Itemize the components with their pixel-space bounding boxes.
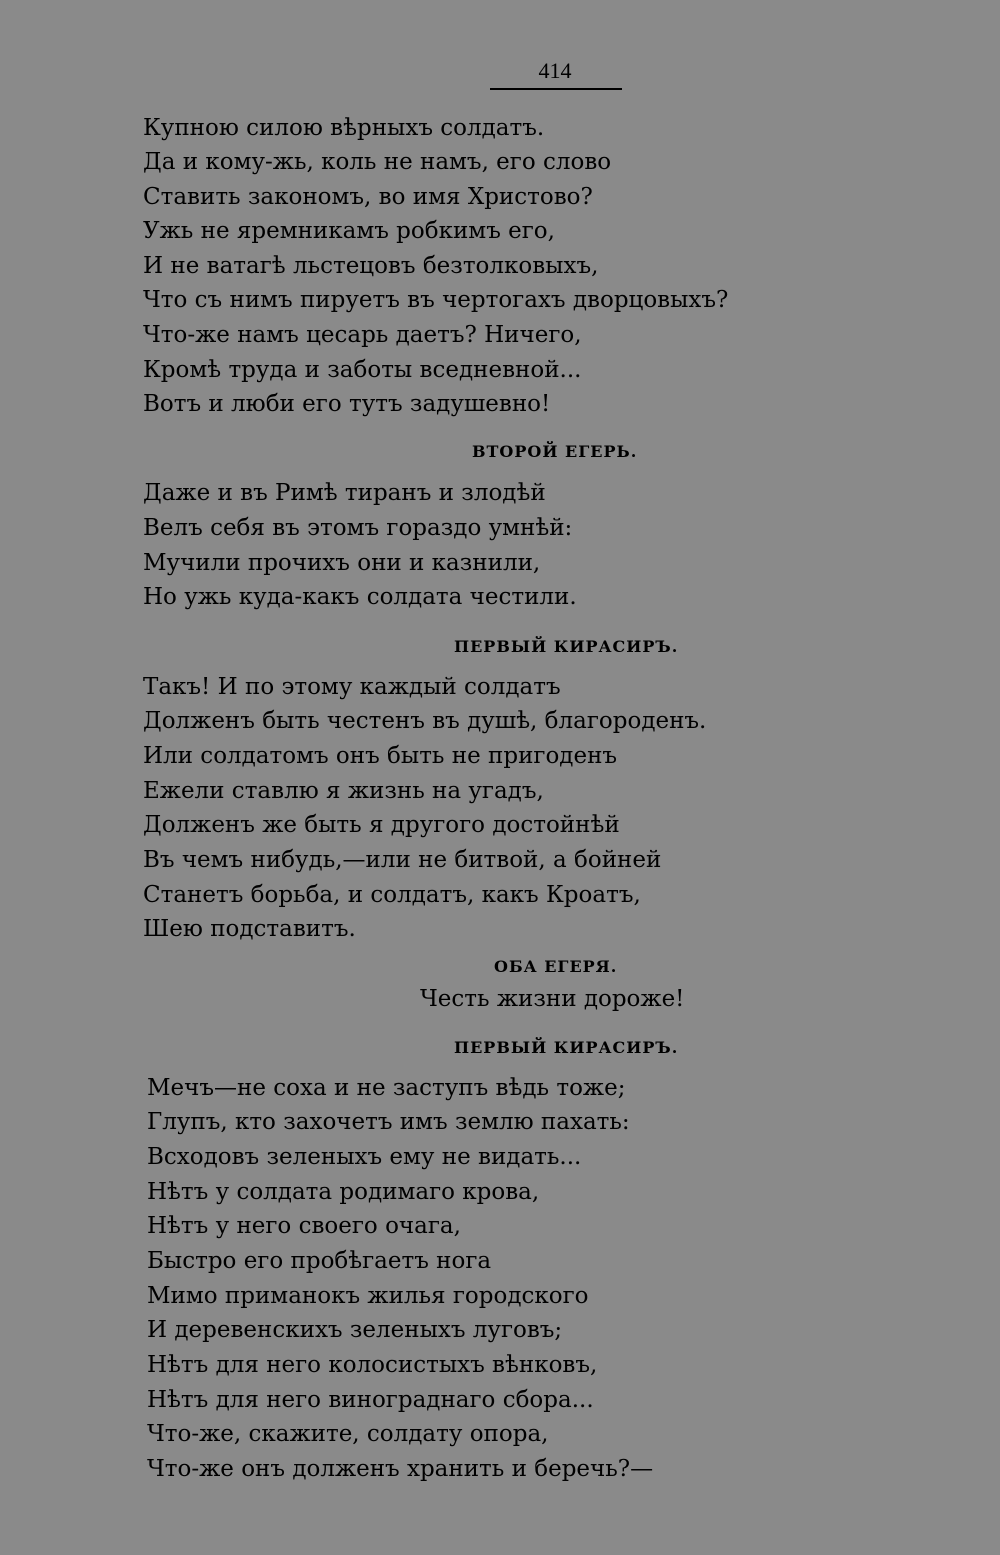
verse-line: Долженъ быть честенъ въ душѣ, благороденъ. [143, 708, 707, 734]
verse-line: Ужь не яремникамъ робкимъ его, [143, 218, 555, 244]
verse-line: Глупъ, кто захочетъ имъ землю пахать: [147, 1109, 630, 1135]
verse-line: Мучили прочихъ они и казнили, [143, 550, 541, 576]
verse-line: Нѣтъ для него колосистыхъ вѣнковъ, [147, 1352, 598, 1378]
verse-line: Вотъ и люби его тутъ задушевно! [143, 391, 551, 417]
verse-line: Станетъ борьба, и солдатъ, какъ Кроатъ, [143, 882, 641, 908]
page-number: 414 [538, 58, 572, 83]
verse-line: Шею подставитъ. [143, 916, 356, 942]
verse-line: Быстро его пробѣгаетъ нога [147, 1248, 492, 1274]
verse-line: Но ужь куда-какъ солдата честили. [143, 584, 577, 610]
verse-line: Всходовъ зеленыхъ ему не видать... [147, 1144, 582, 1170]
verse-line: Нѣтъ у него своего очага, [147, 1213, 461, 1239]
verse-line: Честь жизни дороже! [420, 986, 685, 1012]
speaker-heading: ВТОРОЙ ЕГЕРЬ. [472, 442, 638, 461]
verse-line: Кромѣ труда и заботы вседневной... [143, 357, 582, 383]
verse-line: Что-же онъ долженъ хранить и беречь?— [147, 1456, 654, 1482]
verse-line: Въ чемъ нибудь,—или не битвой, а бойней [143, 847, 662, 873]
verse-line: Даже и въ Римѣ тиранъ и злодѣй [143, 480, 546, 506]
verse-line: Долженъ же быть я другого достойнѣй [143, 812, 620, 838]
verse-line: Велъ себя въ этомъ гораздо умнѣй: [143, 515, 573, 541]
verse-line: Мимо приманокъ жилья городского [147, 1283, 589, 1309]
verse-line: Ставить закономъ, во имя Христово? [143, 184, 593, 210]
verse-line: Нѣтъ для него винограднаго сбора... [147, 1387, 594, 1413]
verse-line: И не ватагѣ льстецовъ безтолковыхъ, [143, 253, 599, 279]
verse-line: Или солдатомъ онъ быть не пригоденъ [143, 743, 618, 769]
verse-line: Что-же намъ цесарь даетъ? Ничего, [143, 322, 582, 348]
verse-line: Нѣтъ у солдата родимаго крова, [147, 1179, 540, 1205]
verse-line: Что съ нимъ пируетъ въ чертогахъ дворцовыхъ? [143, 287, 729, 313]
verse-line: Да и кому-жь, коль не намъ, его слово [143, 149, 612, 175]
verse-line: И деревенскихъ зеленыхъ луговъ; [147, 1317, 563, 1343]
speaker-heading: ОБА ЕГЕРЯ. [494, 957, 618, 976]
verse-line: Мечъ—не соха и не заступъ вѣдь тоже; [147, 1075, 626, 1101]
speaker-heading: ПЕРВЫЙ КИРАСИРЪ. [454, 637, 679, 656]
verse-line: Ежели ставлю я жизнь на угадъ, [143, 778, 544, 804]
page-number-rule [490, 88, 622, 90]
speaker-heading: ПЕРВЫЙ КИРАСИРЪ. [454, 1038, 679, 1057]
verse-line: Такъ! И по этому каждый солдатъ [143, 674, 561, 700]
verse-line: Купною силою вѣрныхъ солдатъ. [143, 115, 545, 141]
verse-line: Что-же, скажите, солдату опора, [147, 1421, 549, 1447]
